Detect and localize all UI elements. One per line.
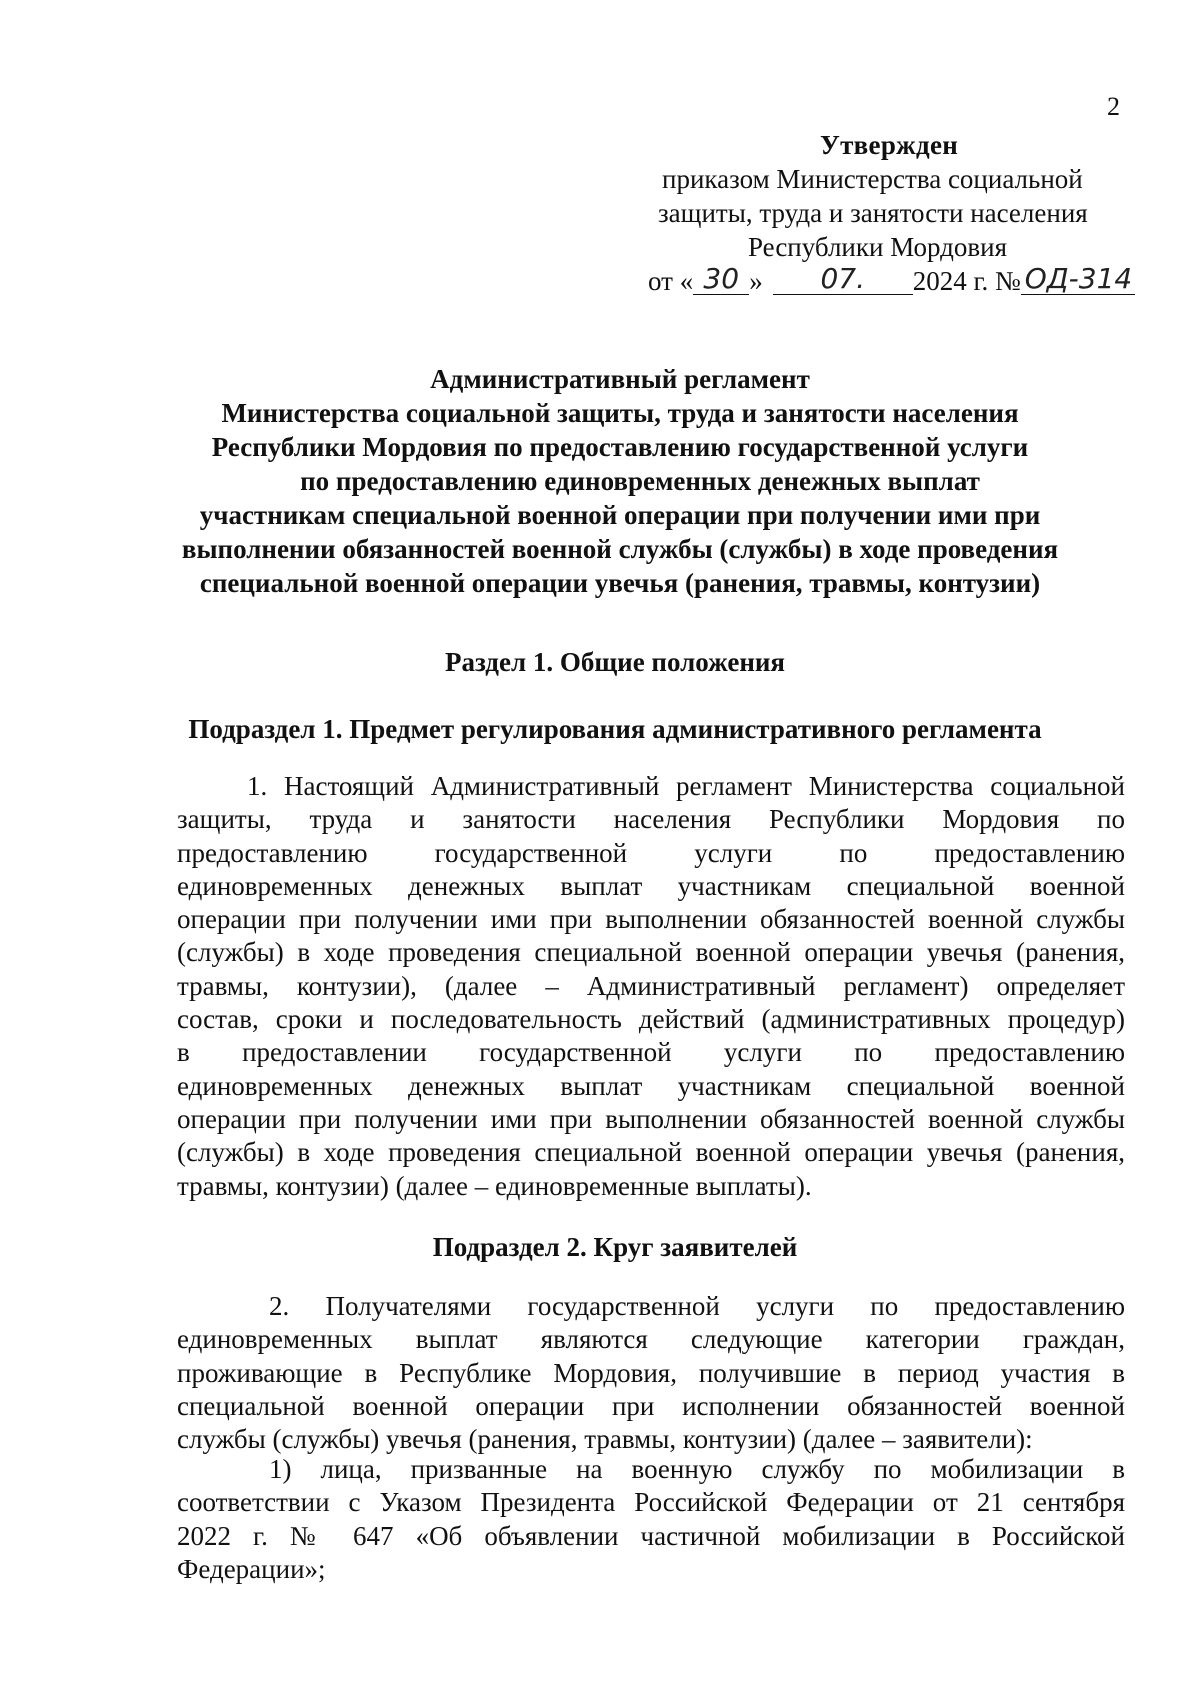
paragraph-line: 2022 г. № 647 «Об объявлении частичной мобилизации в Российской: [177, 1520, 1125, 1551]
paragraph-line: травмы, контузии), (далее – Административный регламент) определяет: [177, 970, 1125, 1001]
handwritten-month: 07.: [773, 264, 913, 295]
title-line: Республики Мордовия по предоставлению государственной услуги: [211, 432, 1029, 462]
paragraph-2: [177, 1290, 1125, 1456]
paragraph-line: 1. Настоящий Административный регламент Министерства социальной: [247, 771, 1125, 801]
paragraph-line: соответствии с Указом Президента Российской Федерации от 21 сентября: [177, 1487, 1125, 1518]
paragraph-line: предоставлению государственной услуги по предоставлению: [177, 837, 1125, 868]
approval-block: [620, 128, 1140, 298]
title-line: Административный регламент: [430, 364, 810, 394]
date-year: 2024 г. №: [912, 266, 1021, 296]
list-item-1: [177, 1453, 1125, 1586]
paragraph-line: специальной военной операции при исполнении обязанностей военной: [177, 1390, 1125, 1421]
title-line: выполнении обязанностей военной службы (службы) в ходе проведения: [181, 534, 1059, 564]
paragraph-line: единовременных выплат являются следующие категории граждан,: [177, 1324, 1125, 1355]
document-title: [170, 362, 1070, 600]
title-line: специальной военной операции увечья (ранения, травмы, контузии): [199, 568, 1041, 598]
approval-line-1: приказом Министерства социальной: [662, 164, 1083, 194]
paragraph-line: операции при получении ими при выполнении обязанностей военной службы: [177, 1103, 1125, 1134]
paragraph-line: 1) лица, призванные на военную службу по мобилизации в: [269, 1454, 1125, 1484]
section-1-heading: Раздел 1. Общие положения: [444, 647, 786, 677]
paragraph-line: службы (службы) увечья (ранения, травмы, контузии) (далее – заявители):: [177, 1424, 1033, 1455]
paragraph-line: единовременных денежных выплат участникам специальной военной: [177, 1070, 1125, 1101]
paragraph-line: проживающие в Республике Мордовия, получившие в период участия в: [177, 1357, 1125, 1388]
paragraph-line: в предоставлении государственной услуги по предоставлению: [177, 1037, 1125, 1068]
paragraph-line: травмы, контузии) (далее – единовременные выплаты).: [177, 1170, 812, 1201]
approved-heading: Утвержден: [820, 130, 959, 160]
page-number: 2: [1107, 92, 1120, 121]
date-prefix: от «: [648, 266, 694, 296]
subsection-1-heading: Подраздел 1. Предмет регулирования административного регламента: [188, 714, 1042, 744]
title-line: по предоставлению единовременных денежных выплат: [300, 466, 980, 496]
subsection-2-heading: Подраздел 2. Круг заявителей: [432, 1232, 798, 1262]
approval-line-2: защиты, труда и занятости населения: [658, 198, 1088, 228]
handwritten-order-number: ОД-314: [1021, 264, 1135, 295]
date-day-close: »: [749, 266, 763, 296]
paragraph-line: состав, сроки и последовательность действий (административных процедур): [177, 1004, 1125, 1035]
approval-line-3: Республики Мордовия: [748, 232, 1008, 262]
paragraph-line: Федерации»;: [177, 1553, 326, 1584]
handwritten-day: 30: [693, 264, 749, 295]
paragraph-1: [177, 770, 1125, 1203]
paragraph-line: 2. Получателями государственной услуги по предоставлению: [269, 1291, 1125, 1321]
paragraph-line: единовременных денежных выплат участникам специальной военной: [177, 870, 1125, 901]
paragraph-line: защиты, труда и занятости населения Республики Мордовия по: [177, 804, 1125, 835]
paragraph-line: (службы) в ходе проведения специальной военной операции увечья (ранения,: [177, 937, 1125, 968]
title-line: участникам специальной военной операции при получении ими при: [199, 500, 1041, 530]
title-line: Министерства социальной защиты, труда и занятости населения: [221, 398, 1019, 428]
paragraph-line: (службы) в ходе проведения специальной военной операции увечья (ранения,: [177, 1137, 1125, 1168]
paragraph-line: операции при получении ими при выполнении обязанностей военной службы: [177, 904, 1125, 935]
approval-date-line: [620, 264, 1140, 298]
